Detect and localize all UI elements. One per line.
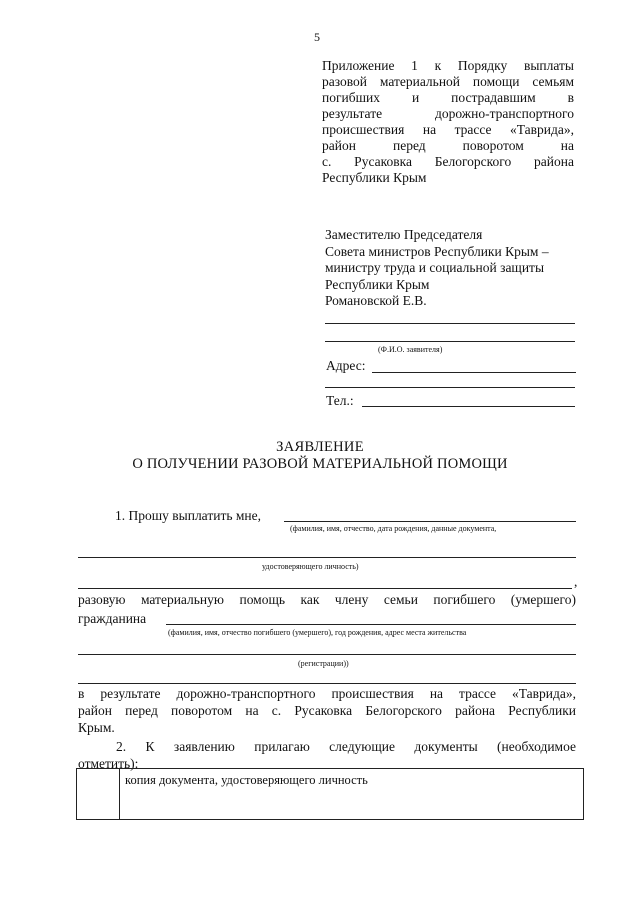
deceased-details-line-2[interactable]: [78, 654, 576, 655]
appendix-line: район перед поворотом на: [322, 138, 574, 153]
p2-line-2: отметить):: [78, 756, 139, 771]
p2-line-1: 2. К заявлению прилагаю следующие документы (необходимое: [116, 739, 576, 754]
applicant-fio-caption: (Ф.И.О. заявителя): [378, 345, 443, 354]
applicant-details-field[interactable]: [284, 521, 576, 522]
accident-line-1: в результате дорожно-транспортного происшествия на трассе «Таврида»,: [78, 686, 576, 701]
applicant-details-line-3[interactable]: [78, 588, 572, 589]
applicant-details-line-2[interactable]: [78, 557, 576, 558]
caption-deceased-1: (фамилия, имя, отчество погибшего (умершего), год рождения, адрес места жительства: [168, 628, 467, 637]
page-number: 5: [314, 30, 320, 44]
appendix-line: разовой материальной помощи семьям: [322, 74, 574, 89]
accident-line-2: район перед поворотом на с. Русаковка Белогорского района Республики: [78, 703, 576, 718]
appendix-line: Приложение 1 к Порядку выплаты: [322, 58, 574, 73]
address-label: Адрес:: [326, 358, 366, 373]
addressee-line: Республики Крым: [325, 276, 430, 292]
caption-applicant-1: (фамилия, имя, отчество, дата рождения, данные документа,: [290, 524, 497, 533]
address-field[interactable]: [372, 372, 576, 373]
appendix-line: происшествия на трассе «Таврида»,: [322, 122, 574, 137]
deceased-details-line-3[interactable]: [78, 683, 576, 684]
phone-field[interactable]: [362, 406, 575, 407]
addressee-line: Заместителю Председателя: [325, 227, 483, 242]
deceased-details-field[interactable]: [166, 624, 576, 625]
appendix-line: погибших и пострадавшим в: [322, 90, 574, 105]
addressee-line: Совета министров Республики Крым –: [325, 243, 549, 259]
appendix-line: Республики Крым: [322, 170, 427, 185]
caption-applicant-2: удостоверяющего личность): [262, 562, 359, 571]
document-label: копия документа, удостоверяющего личность: [120, 769, 584, 820]
comma: ,: [574, 574, 578, 589]
applicant-name-line-1[interactable]: [325, 323, 575, 324]
appendix-line: результате дорожно-транспортного: [322, 106, 574, 121]
p1-start: 1. Прошу выплатить мне,: [115, 508, 262, 523]
document-checkbox[interactable]: [77, 769, 120, 820]
addressee-block: [325, 227, 549, 310]
document-subtitle: О ПОЛУЧЕНИИ РАЗОВОЙ МАТЕРИАЛЬНОЙ ПОМОЩИ: [132, 456, 508, 472]
document-title: ЗАЯВЛЕНИЕ: [276, 439, 364, 455]
appendix-header: [322, 58, 574, 186]
address-field-line-2[interactable]: [325, 387, 575, 388]
citizen-label: гражданина: [78, 611, 147, 626]
appendix-line: с. Русаковка Белогорского района: [322, 154, 574, 169]
phone-label: Тел.:: [326, 393, 354, 408]
addressee-line: министру труда и социальной защиты: [325, 260, 545, 275]
addressee-line: Романовской Е.В.: [325, 293, 427, 308]
accident-line-3: Крым.: [78, 720, 115, 735]
caption-deceased-2: (регистрации)): [298, 659, 349, 668]
applicant-name-line-2[interactable]: [325, 341, 575, 342]
table-row: [77, 769, 584, 820]
help-line: разовую материальную помощь как члену семьи погибшего (умершего): [78, 592, 576, 607]
documents-table: [76, 768, 584, 820]
